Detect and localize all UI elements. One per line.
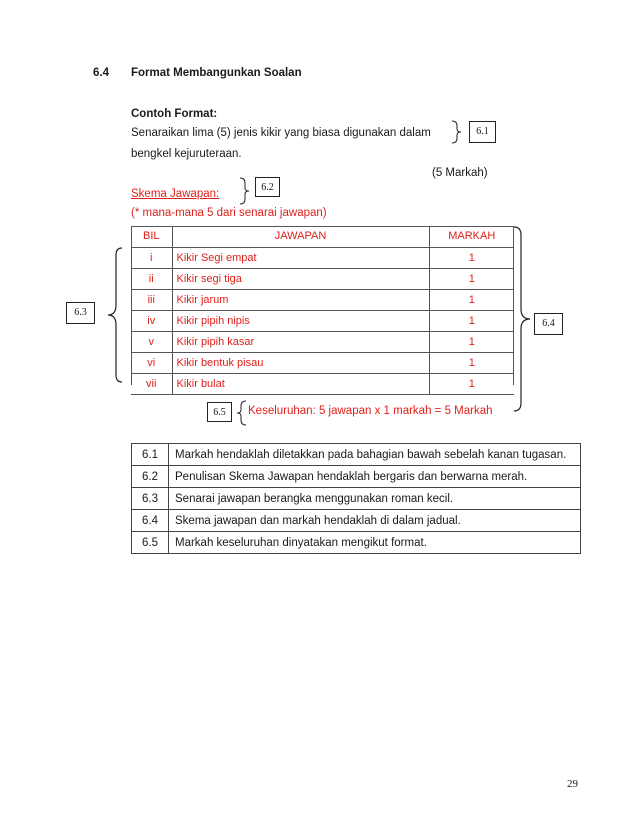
row-jawapan: Kikir pipih nipis	[172, 310, 429, 331]
example-heading: Contoh Format:	[131, 108, 218, 120]
scheme-title: Skema Jawapan:	[131, 188, 220, 200]
note-number: 6.5	[132, 532, 169, 554]
right-brace-icon	[238, 177, 250, 205]
page-number: 29	[567, 778, 578, 790]
row-jawapan: Kikir bentuk pisau	[172, 352, 429, 373]
row-jawapan: Kikir Segi empat	[172, 247, 429, 268]
table-row	[131, 247, 514, 268]
table-row	[132, 532, 581, 554]
callout-6-2: 6.2	[255, 177, 280, 197]
callout-6-1: 6.1	[469, 121, 496, 143]
row-markah: 1	[429, 289, 514, 310]
row-bil: vii	[146, 377, 157, 390]
table-row	[131, 352, 514, 373]
left-brace-icon	[236, 400, 248, 426]
header-markah: MARKAH	[429, 226, 514, 247]
callout-6-5: 6.5	[207, 402, 232, 422]
answer-table	[131, 226, 514, 395]
row-bil: i	[150, 251, 153, 264]
note-text: Penulisan Skema Jawapan hendaklah bergaris dan berwarna merah.	[169, 466, 581, 488]
left-brace-icon	[104, 247, 124, 383]
section-number: 6.4	[93, 67, 109, 79]
header-jawapan: JAWAPAN	[172, 226, 429, 247]
question-marks: (5 Markah)	[432, 167, 488, 179]
note-number: 6.3	[132, 488, 169, 510]
right-brace-icon	[450, 120, 462, 144]
table-row	[131, 268, 514, 289]
scheme-note: (* mana-mana 5 dari senarai jawapan)	[131, 207, 327, 219]
row-bil: vi	[147, 356, 156, 369]
note-text: Skema jawapan dan markah hendaklah di dalam jadual.	[169, 510, 581, 532]
header-bil: BIL	[142, 230, 160, 243]
right-brace-icon	[512, 226, 534, 412]
row-bil: ii	[148, 272, 154, 285]
total-marks: Keseluruhan: 5 jawapan x 1 markah = 5 Markah	[248, 405, 493, 417]
row-jawapan: Kikir pipih kasar	[172, 331, 429, 352]
callout-6-3: 6.3	[66, 302, 95, 324]
note-text: Markah keseluruhan dinyatakan mengikut format.	[169, 532, 581, 554]
row-bil: iii	[147, 293, 155, 306]
notes-table	[131, 443, 581, 554]
note-text: Senarai jawapan berangka menggunakan roman kecil.	[169, 488, 581, 510]
row-markah: 1	[429, 247, 514, 268]
table-row	[132, 444, 581, 466]
table-row	[132, 510, 581, 532]
row-jawapan: Kikir jarum	[172, 289, 429, 310]
question-line-2: bengkel kejuruteraan.	[131, 148, 242, 160]
row-jawapan: Kikir segi tiga	[172, 268, 429, 289]
row-bil: v	[148, 335, 154, 348]
row-jawapan: Kikir bulat	[172, 373, 429, 394]
row-markah: 1	[429, 310, 514, 331]
row-markah: 1	[429, 331, 514, 352]
note-number: 6.2	[132, 466, 169, 488]
table-row	[132, 466, 581, 488]
table-row	[131, 373, 514, 394]
row-markah: 1	[429, 268, 514, 289]
table-row	[132, 488, 581, 510]
callout-6-4: 6.4	[534, 313, 563, 335]
table-row	[131, 331, 514, 352]
note-text: Markah hendaklah diletakkan pada bahagian bawah sebelah kanan tugasan.	[169, 444, 581, 466]
note-number: 6.1	[132, 444, 169, 466]
row-markah: 1	[429, 373, 514, 394]
row-bil: iv	[147, 314, 156, 327]
table-row	[131, 310, 514, 331]
row-markah: 1	[429, 352, 514, 373]
note-number: 6.4	[132, 510, 169, 532]
table-row	[131, 289, 514, 310]
section-title: Format Membangunkan Soalan	[131, 67, 302, 79]
table-header-row	[131, 226, 514, 247]
question-line-1: Senaraikan lima (5) jenis kikir yang biasa digunakan dalam	[131, 127, 431, 139]
